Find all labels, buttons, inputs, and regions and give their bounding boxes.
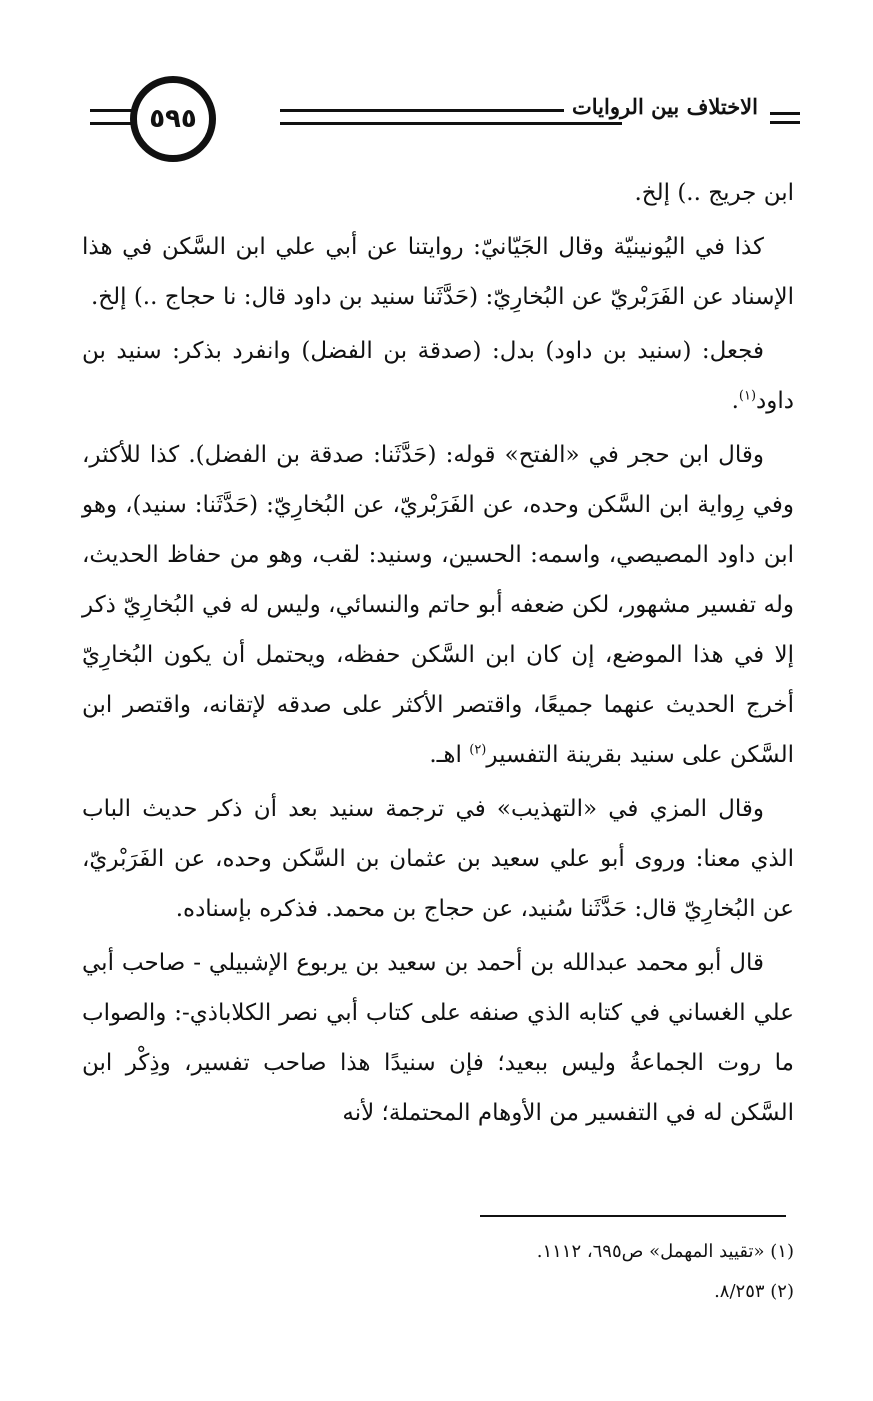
page-number: ٥٩٥ [149,104,197,134]
paragraph-text: . [731,388,739,414]
paragraph-text: وقال ابن حجر في «الفتح» قوله: (حَدَّثَنا: صدقة بن الفضل). كذا للأكثر، وفي رِواية ابن السَّكن وحده، عن الفَرَبْريّ، عن البُخارِيّ: (حَدَّثَنا: سنيد)، وهو ابن داود المصيصي، واسمه: الحسين، وسنيد: لقب، وهو من حفاظ الحديث، وله تفسير مشهور، لكن ضعفه أبو حاتم والنسائي، وليس له في البُخارِيّ ذكر إلا في هذا الموضع، إن كان ابن السَّكن حفظه، ويحتمل أن يكون البُخارِيّ أخرج الحديث عنهما جميعًا، واقتصر الأكثر على صدقه لإتقانه، واقتصر ابن السَّكن على سنيد بقرينة التفسير [82,442,794,768]
body-text [82,168,794,1142]
header-rule [770,112,800,124]
paragraph [82,168,794,218]
paragraph-text: كذا في اليُونينيّة وقال الجَيّانيّ: روايتنا عن أبي علي ابن السَّكن في هذا الإسناد عن الفَرَبْريّ عن البُخارِيّ: (حَدَّثَنا سنيد بن داود قال: نا حجاج ..) إلخ. [82,234,794,310]
page-header [80,70,800,166]
footnotes [82,1232,794,1312]
footnote: (٢) ٨/٢٥٣. [714,1281,794,1302]
paragraph-text: قال أبو محمد عبدالله بن أحمد بن سعيد بن يربوع الإشبيلي - صاحب أبي علي الغساني في كتابه الذي صنفه على كتاب أبي نصر الكلاباذي-: والصواب ما روت الجماعةُ وليس ببعيد؛ فإن سنيدًا هذا صاحب تفسير، وذِكْر ابن السَّكن له في التفسير من الأوهام المحتملة؛ لأنه [82,950,794,1126]
paragraph [82,784,794,934]
paragraph [82,326,794,426]
footnote: (١) «تقييد المهمل» ص٦٩٥، ١١١٢. [536,1241,794,1262]
paragraph [82,222,794,322]
paragraph-text: وقال المزي في «التهذيب» في ترجمة سنيد بعد أن ذكر حديث الباب الذي معنا: وروى أبو علي سعيد بن عثمان بن السَّكن وحده، عن الفَرَبْريّ، عن البُخارِيّ قال: حَدَّثَنا سُنيد، عن حجاج بن محمد. فذكره بإسناده. [82,796,794,922]
paragraph [82,938,794,1138]
footnote-reference[interactable]: (٢) [469,742,487,758]
footnote-reference[interactable]: (١) [738,388,757,404]
paragraph [82,430,794,780]
paragraph-text: ابن جريج ..) إلخ. [634,180,794,206]
page-number-badge [130,76,216,162]
running-title: الاختلاف بين الروايات [564,94,766,119]
paragraph-text: فجعل: (سنيد بن داود) بدل: (صدقة بن الفضل) وانفرد بذكر: سنيد بن داود [82,338,794,414]
paragraph-text: اهـ. [429,742,470,768]
footnote-separator [480,1215,786,1217]
